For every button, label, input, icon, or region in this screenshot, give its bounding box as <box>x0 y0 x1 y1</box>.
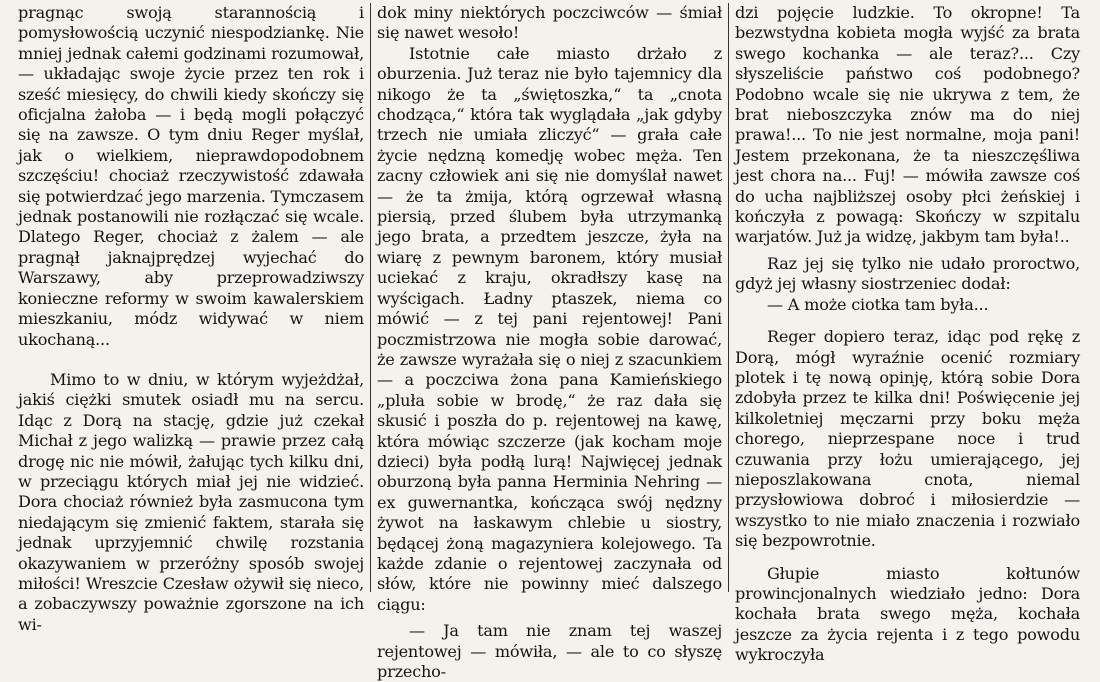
paragraph: — Ja tam nie znam tej waszej rejentowej — mówiła, — ale to co słyszę przecho- <box>377 621 722 681</box>
paragraph: pragnąc swoją starannością i pomysłowością uczynić niespodziankę. Nie mniej jednak całemi godzinami rozumował, — układając swoje życie przez ten rok i sześć miesięcy, do chwili kiedy skończy się oficjalna żałoba — i będą mogli połączyć się na zawsze. O tym dniu Reger myślał, jak o wielkiem, nieprawdopodobnem szczęściu! chociaż rzeczywistość zdawała się potwierdzać jego marzenia. Tymczasem jednak postanowili nie rozłączać się wcale. Dlatego Reger, chociaż z żalem — ale pragnął jaknajprędzej wyjechać do Warszawy, aby przeprowadziwszy konieczne reformy w swoim kawalerskiem mieszkaniu, módz widywać w niem ukochaną... <box>18 3 364 349</box>
text-column-3 <box>728 3 1086 665</box>
paragraph: Istotnie całe miasto drżało z oburzenia. Już teraz nie było tajemnicy dla nikogo że ta „świętoszka,“ ta „cnota chodząca,“ która tak wyglądała „jak gdyby trzech nie umiała zliczyć“ — grała całe życie nędzną komedję wobec męża. Ten zacny człowiek ani się nie domyślał nawet — że ta żmija, którą ogrzewał własną piersią, przed ślubem była utrzymanką jego brata, a przedtem jeszcze, żyła na wiarę z pewnym baronem, który musiał uciekać z kraju, okradłszy kasę na wyścigach. Ładny ptaszek, niema co mówić — z tej pani rejentowej! Pani poczmistrzowa nie mogła sobie darować, że zawsze wyrażała się o niej z szacunkiem — a poczciwa żona pana Kamieńskiego „pluła sobie w brodę,“ że raz dała się skusić i poszła do p. rejentowej na kawę, która mówiąc szczerze (jak kocham moje dzieci) była podłą lurą! Najwięcej jednak oburzoną była panna Herminia Nehring — ex guwernantka, kończąca swój nędzny żywot na łaskawym chlebie u siostry, będącej żoną magazyniera kolejowego. Ta każde zdanie o rejentowej zaczynała od słów, które nie powinny mieć dalszego ciągu: <box>377 43 722 614</box>
paragraph: dok miny niektórych poczciwców — śmiał się nawet wesoło! <box>377 3 722 43</box>
paragraph: Reger dopiero teraz, idąc pod rękę z Dorą, mógł wyraźnie ocenić rozmiary plotek i tę nową opinję, którą sobie Dora zdobyła przez te kilka dni! Poświęcenie jej kilkoletniej męczarni przy boku męża chorego, nieprzespane noce i trud czuwania przy łożu umierającego, jej nieposzlakowana cnota, niemal przysłowiowa dobroć i miłosierdzie — wszystko to nie miało znaczenia i rozwiało się bezpowrotnie. <box>735 327 1080 551</box>
text-column-1 <box>12 3 370 634</box>
paragraph: — A może ciotka tam była... <box>767 294 989 314</box>
paragraph: Głupie miasto kołtunów prowincjonalnych wiedziało jedno: Dora kochała brata swego męża, kochała jeszcze za życia rejenta i z tego powodu wykroczyła <box>735 563 1080 665</box>
paragraph: dzi pojęcie ludzkie. To okropne! Ta bezwstydna kobieta mogła wyjść za brata swego kochanka — ale teraz?... Czy słyszeliście państwo coś podobnego? Podobno wcale się nie ukrywa z tem, że brat nieboszczyka znów ma do niej prawa!... To nie jest normalne, moja pani! Jestem przekonana, że ta nieszczęśliwa jest chora na... Fuj! — mówiła zawsze coś do ucha najbliższej osoby płci żeńskiej i kończyła z powagą: Skończy w szpitalu warjatów. Już ja widzę, jakbym tam była!.. <box>735 3 1080 247</box>
paragraph: Raz jej się tylko nie udało proroctwo, gdyż jej własny siostrzeniec dodał: <box>735 253 1080 294</box>
text-column-2 <box>370 3 728 681</box>
paragraph: Mimo to w dniu, w którym wyjeżdżał, jakiś ciężki smutek osiadł mu na sercu. Idąc z Dorą na stację, gdzie już czekał Michał z jego walizką — prawie przez całą drogę nic nie mówił, żałując tych kilku dni, w przeciągu których miał jej nie widzieć. Dora chociaż również była zasmucona tym niedającym się zmienić faktem, starała się jednak uprzyjemnić chwilę rozstania okazywaniem w przeróżny sposób swojej miłości! Wreszcie Czesław ożywił się nieco, a zobaczywszy poważnie zgorszone na ich wi- <box>18 369 364 634</box>
